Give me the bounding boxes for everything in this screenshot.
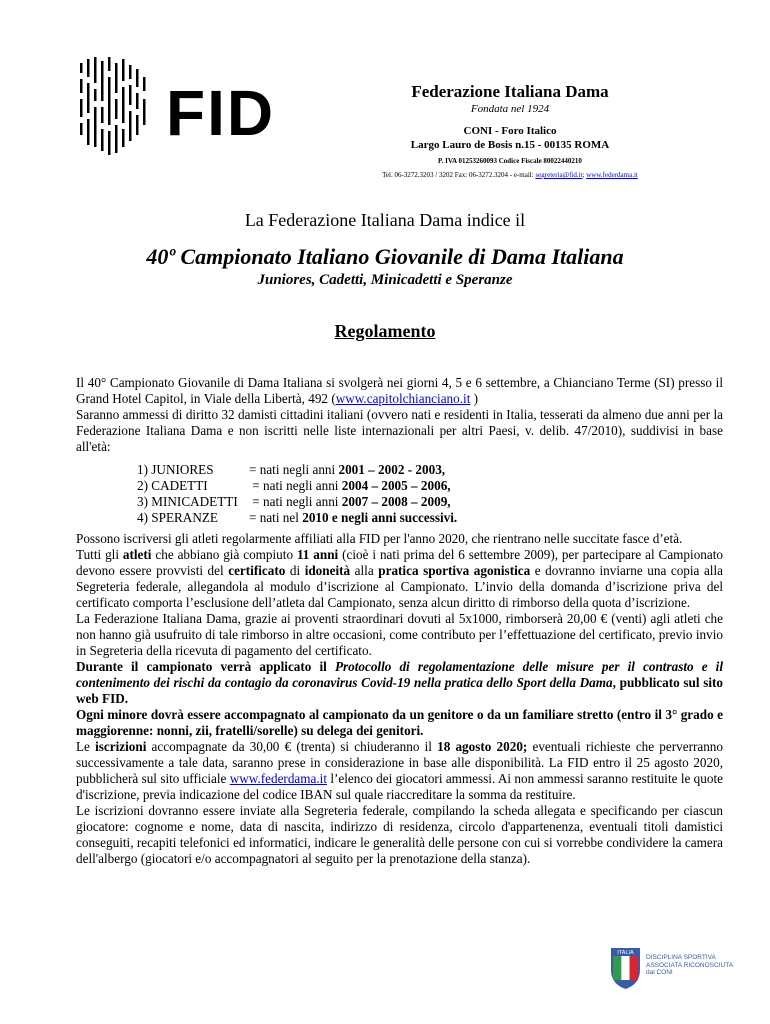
org-address: Largo Lauro de Bosis n.15 - 00135 ROMA xyxy=(410,139,610,151)
badge-caption xyxy=(646,954,733,977)
category-row xyxy=(137,494,457,510)
text-bold: certificato xyxy=(228,563,286,578)
venue-text xyxy=(76,375,723,407)
protocol-title: Protocollo di regolamentazione delle misure per il contrasto e il contenimento dei rischi da contagio da coronavirus Covid-19 nella pratica dello Sport della Dama xyxy=(76,659,723,690)
text-span: (cioè i nati prima del 6 settembre 2009), per partecipare al Campionato devono essere provvisti del xyxy=(76,547,723,578)
text-bold: 11 anni xyxy=(296,547,339,562)
category-eq: = nati negli anni xyxy=(249,478,342,493)
federdama-link[interactable]: www.federdama.it xyxy=(229,771,328,786)
category-row xyxy=(137,510,457,526)
text-span: Le xyxy=(76,739,96,754)
category-years: 2001 – 2002 - 2003, xyxy=(338,462,446,477)
category-name: 4) SPERANZE xyxy=(137,510,218,525)
text-span: , pubblicato sul sito web FID. xyxy=(76,675,723,706)
badge-line: ASSOCIATA RICONOSCIUTA xyxy=(646,961,734,969)
text-span: e dovranno inviarne una copia alla Segreteria federale, allegandola al modulo d’iscrizione al Campionato. L’invio della domanda d’iscrizione priva del certificato comporta l’esclusione dell’atleta dal Campionato, senza alcun diritto di rimborso della quota d’iscrizione. xyxy=(76,563,723,610)
badge-line: dal CONI xyxy=(646,969,673,976)
submission-text: Le iscrizioni dovranno essere inviate alla Segreteria federale, compilando la scheda allegata e specificando per ciascun giocatore: cognome e nome, data di nascita, indirizzo di residenza, circolo d'appartenenza, eventuali titoli damistici conseguiti, recapiti telefonici ed informatici, indicare le generalità delle persone con cui si vorrebbe condividere la camera dell'albergo (giocatori e/o accompagnatori al seguito per la prenotazione della stanza). xyxy=(76,803,723,866)
text-span: l’elenco dei giocatori ammessi. Ai non ammessi saranno restituite le quote d'iscrizione, previa indicazione del codice IBAN sul quale riaccreditare la somma da restituire. xyxy=(76,771,723,802)
fid-logo-text: FID xyxy=(166,77,276,149)
text-bold: atleti xyxy=(122,547,152,562)
paragraph-venue xyxy=(76,375,723,455)
fid-logo xyxy=(78,57,278,157)
category-years: 2010 e negli anni successivi. xyxy=(302,510,458,525)
text-span: accompagnate da 30,00 € (trenta) si chiuderanno il xyxy=(146,739,438,754)
covid-protocol-text xyxy=(76,659,723,707)
certificate-text xyxy=(76,547,723,611)
text-span: che abbiano già compiuto xyxy=(151,547,297,562)
registration-text xyxy=(76,739,723,803)
text-span: Durante il campionato verrà applicato il xyxy=(76,659,335,674)
org-name: Federazione Italiana Dama xyxy=(411,82,609,101)
text-span: alla xyxy=(350,563,379,578)
text-span: eventuali richieste che perverranno successivamente a tale data, saranno prese in considerazione in base alle disponibilità. La FID entro il 25 agosto 2020, pubblicherà sul sito ufficiale xyxy=(76,739,723,786)
eligibility-text: Possono iscriversi gli atleti regolarmente affiliati alla FID per l'anno 2020, che rientrano nelle succitate fasce d’età. xyxy=(76,531,683,546)
org-founded: Fondata nel 1924 xyxy=(470,103,550,115)
badge-line: DISCIPLINA SPORTIVA xyxy=(646,954,716,961)
category-name: 2) CADETTI xyxy=(137,478,208,493)
text-bold: pratica sportiva agonistica xyxy=(378,563,531,578)
text-bold: idoneità xyxy=(304,563,351,578)
text-bold: iscrizioni xyxy=(95,739,147,754)
text-bold: 18 agosto 2020; xyxy=(437,739,528,754)
category-row xyxy=(137,478,457,494)
minor-accompaniment-text: Ogni minore dovrà essere accompagnato al campionato da un genitore o da un familiare stretto (entro il 3° grado e maggiorenne: nonni, zii, fratelli/sorelle) su delega dei genitori. xyxy=(76,707,723,738)
category-name: 3) MINICADETTI xyxy=(137,494,238,509)
text-span: di xyxy=(285,563,305,578)
regolamento-heading: Regolamento xyxy=(334,321,436,341)
category-eq: = nati nel xyxy=(249,510,303,525)
venue-sentence: Il 40° Campionato Giovanile di Dama Italiana si svolgerà nei giorni 4, 5 e 6 settembre, a Chianciano Terme (SI) presso il Grand Hotel Capitol, in Viale della Libertà, 492 ( xyxy=(76,375,723,406)
refund-text: La Federazione Italiana Dama, grazie ai proventi straordinari dovuti al 5x1000, rimborserà 20,00 € (venti) agli atleti che non hanno già usufruito di tale rimborso in altre occasioni, come contributo per l’effettuazione del certificato, previo invio in Segreteria della ricevuta di pagamento del certificato. xyxy=(76,611,723,658)
category-row xyxy=(137,462,457,478)
category-eq: = nati negli anni xyxy=(249,462,339,477)
org-fiscal-info: P. IVA 01253260093 Codice Fiscale 80022440210 xyxy=(438,157,582,165)
main-title: 40º Campionato Italiano Giovanile di Dama Italiana xyxy=(146,244,624,269)
category-years: 2007 – 2008 – 2009, xyxy=(341,494,451,509)
shield-label: ITALIA xyxy=(617,950,634,956)
coni-recognition-badge xyxy=(610,944,735,990)
contacts-text: Tel. 06-3272.3203 / 3202 Fax: 06-3272.3204 - e-mail: xyxy=(382,171,536,179)
website-link[interactable]: www.federdama.it xyxy=(586,171,638,179)
category-list xyxy=(137,462,457,526)
hotel-website-link[interactable]: www.capitolchianciano.it xyxy=(335,391,471,406)
contacts-separator: ; xyxy=(582,171,587,179)
category-years: 2004 – 2005 – 2006, xyxy=(341,478,451,493)
fid-logo-graphic xyxy=(78,57,278,157)
intro-line: La Federazione Italiana Dama indice il xyxy=(244,210,526,230)
category-name: 1) JUNIORES xyxy=(137,462,214,477)
org-coni: CONI - Foro Italico xyxy=(463,125,557,137)
admission-text: Saranno ammessi di diritto 32 damisti cittadini italiani (ovvero nati e residenti in Italia, tesserati da almeno due anni per la Federazione Italiana Dama e non iscritti nelle liste internazionali per altri Paesi, v. delib. 47/2010), suddivisi in base all'età: xyxy=(76,407,723,454)
email-link[interactable]: segreteria@fid.it xyxy=(535,171,583,179)
text-span: Tutti gli xyxy=(76,547,123,562)
org-contacts xyxy=(300,171,720,179)
paragraph-rules xyxy=(76,531,723,867)
category-eq: = nati negli anni xyxy=(249,494,342,509)
venue-close: ) xyxy=(470,391,479,406)
subtitle: Juniores, Cadetti, Minicadetti e Speranze xyxy=(257,272,513,288)
